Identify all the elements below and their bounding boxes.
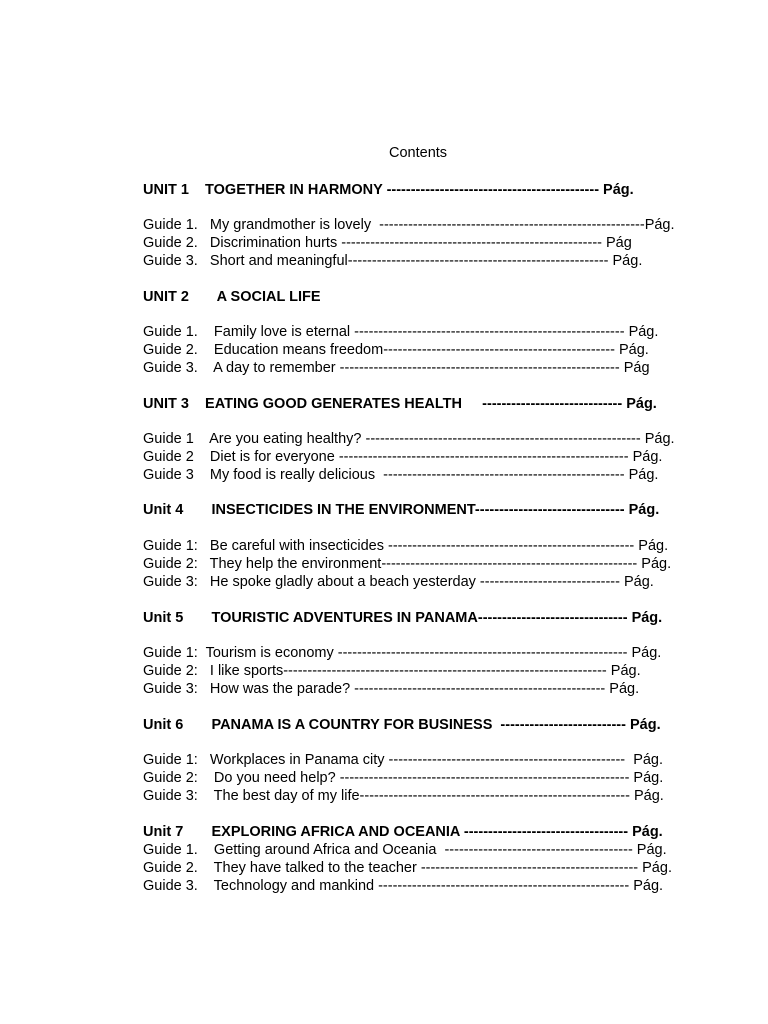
toc-guide-line: Guide 2: They help the environment----------------------------------------------------- Pág. (143, 556, 672, 572)
toc-unit-heading: UNIT 3 EATING GOOD GENERATES HEALTH ----------------------------- Pág. (143, 396, 657, 412)
toc-guide-line: Guide 1. Family love is eternal -------------------------------------------------------- Pág. (143, 324, 659, 340)
toc-guide-line: Guide 3: How was the parade? ---------------------------------------------------- Pág. (143, 681, 640, 697)
toc-guide-line: Guide 3. Short and meaningful------------------------------------------------------ Pág. (143, 253, 643, 269)
toc-unit-heading: Unit 7 EXPLORING AFRICA AND OCEANIA ---------------------------------- Pág. (143, 824, 663, 840)
toc-guide-line: Guide 1. My grandmother is lovely -------------------------------------------------------Pág. (143, 217, 675, 233)
toc-guide-line: Guide 3: He spoke gladly about a beach yesterday ----------------------------- Pág. (143, 574, 654, 590)
toc-guide-line: Guide 3. Technology and mankind ---------------------------------------------------- Pág. (143, 878, 664, 894)
toc-guide-line: Guide 2. Education means freedom------------------------------------------------ Pág. (143, 342, 649, 358)
toc-unit-heading: UNIT 1 TOGETHER IN HARMONY -------------------------------------------- Pág. (143, 182, 634, 198)
toc-guide-line: Guide 2: Do you need help? ------------------------------------------------------------ Pág. (143, 770, 664, 786)
toc-guide-line: Guide 2 Diet is for everyone ------------------------------------------------------------ Pág. (143, 449, 663, 465)
toc-guide-line: Guide 1. Getting around Africa and Oceania --------------------------------------- Pág. (143, 842, 667, 858)
toc-guide-line: Guide 2: I like sports------------------------------------------------------------------- Pág. (143, 663, 641, 679)
toc-guide-line: Guide 3: The best day of my life-------------------------------------------------------- Pág. (143, 788, 664, 804)
toc-guide-line: Guide 3 My food is really delicious -------------------------------------------------- Pág. (143, 467, 659, 483)
contents-title: Contents (389, 145, 448, 161)
toc-unit-heading: Unit 5 TOURISTIC ADVENTURES IN PANAMA------------------------------- Pág. (143, 610, 663, 626)
toc-guide-line: Guide 1: Be careful with insecticides --------------------------------------------------- Pág. (143, 538, 669, 554)
toc-unit-heading: Unit 6 PANAMA IS A COUNTRY FOR BUSINESS -------------------------- Pág. (143, 717, 661, 733)
toc-guide-line: Guide 3. A day to remember ---------------------------------------------------------- Pág (143, 360, 650, 376)
toc-guide-line: Guide 1: Tourism is economy ------------------------------------------------------------ Pág. (143, 645, 662, 661)
toc-guide-line: Guide 1 Are you eating healthy? --------------------------------------------------------- Pág. (143, 431, 675, 447)
toc-guide-line: Guide 1: Workplaces in Panama city ------------------------------------------------- Pág. (143, 752, 664, 768)
toc-guide-line: Guide 2. Discrimination hurts ------------------------------------------------------ Pág (143, 235, 632, 251)
toc-guide-line: Guide 2. They have talked to the teacher --------------------------------------------- Pág. (143, 860, 672, 876)
toc-unit-heading: Unit 4 INSECTICIDES IN THE ENVIRONMENT------------------------------- Pág. (143, 502, 660, 518)
toc-unit-heading: UNIT 2 A SOCIAL LIFE (143, 289, 321, 305)
